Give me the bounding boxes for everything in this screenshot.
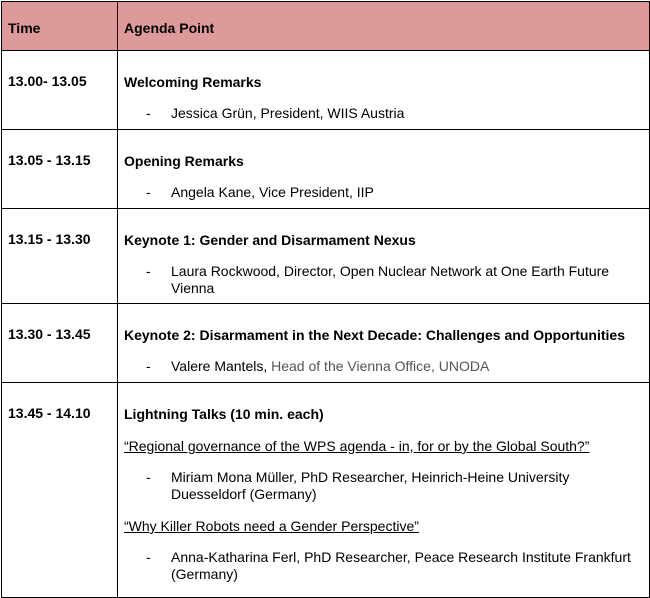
bullet-dash: - (146, 358, 151, 374)
agenda-cell (118, 51, 650, 130)
time-cell: 13.15 - 13.30 (2, 209, 118, 304)
time-cell: 13.05 - 13.15 (2, 130, 118, 209)
speaker-role: Head of the Vienna Office, UNODA (267, 358, 490, 374)
table-row (2, 51, 650, 130)
speaker-text: Anna-Katharina Ferl, PhD Researcher, Peace Research Institute Frankfurt (Germany) (171, 549, 631, 582)
time-cell: 13.00- 13.05 (2, 51, 118, 130)
speaker-text: Laura Rockwood, Director, Open Nuclear Network at One Earth Future Vienna (171, 263, 610, 296)
speaker-text: Angela Kane, Vice President, IIP (171, 184, 374, 200)
speaker-text: Jessica Grün, President, WIIS Austria (171, 105, 405, 121)
session-title: Keynote 1: Gender and Disarmament Nexus (124, 232, 416, 248)
bullet-dash: - (146, 105, 151, 121)
time-cell: 13.45 - 14.10 (2, 383, 118, 598)
speaker-item (124, 549, 643, 583)
speaker-text (171, 358, 643, 375)
speaker-name: Valere Mantels, (171, 358, 268, 374)
bullet-dash: - (146, 469, 151, 485)
agenda-cell (118, 304, 650, 383)
header-agenda-point: Agenda Point (118, 2, 650, 51)
session-title: Welcoming Remarks (124, 74, 262, 90)
table-row (2, 383, 650, 598)
session-title: Opening Remarks (124, 153, 244, 169)
speaker-item (124, 105, 643, 122)
speaker-item (124, 358, 643, 375)
table-row (2, 304, 650, 383)
speaker-item (124, 469, 643, 503)
agenda-cell (118, 383, 650, 598)
talk-title: “Why Killer Robots need a Gender Perspective” (124, 518, 419, 534)
bullet-dash: - (146, 549, 151, 565)
talk-title: “Regional governance of the WPS agenda - in, for or by the Global South?” (124, 438, 590, 454)
speaker-item (124, 263, 643, 297)
table-header (2, 2, 650, 51)
agenda-cell (118, 209, 650, 304)
session-title: Keynote 2: Disarmament in the Next Decade: Challenges and Opportunities (124, 327, 625, 343)
speaker-item (124, 184, 643, 201)
time-cell: 13.30 - 13.45 (2, 304, 118, 383)
bullet-dash: - (146, 263, 151, 279)
speaker-text: Miriam Mona Müller, PhD Researcher, Heinrich-Heine University Duesseldorf (Germany) (171, 469, 570, 502)
session-title: Lightning Talks (10 min. each) (124, 406, 324, 422)
header-row (2, 2, 650, 51)
table-row (2, 209, 650, 304)
header-time: Time (2, 2, 118, 51)
table-row (2, 130, 650, 209)
agenda-cell (118, 130, 650, 209)
agenda-table (1, 1, 650, 598)
bullet-dash: - (146, 184, 151, 200)
